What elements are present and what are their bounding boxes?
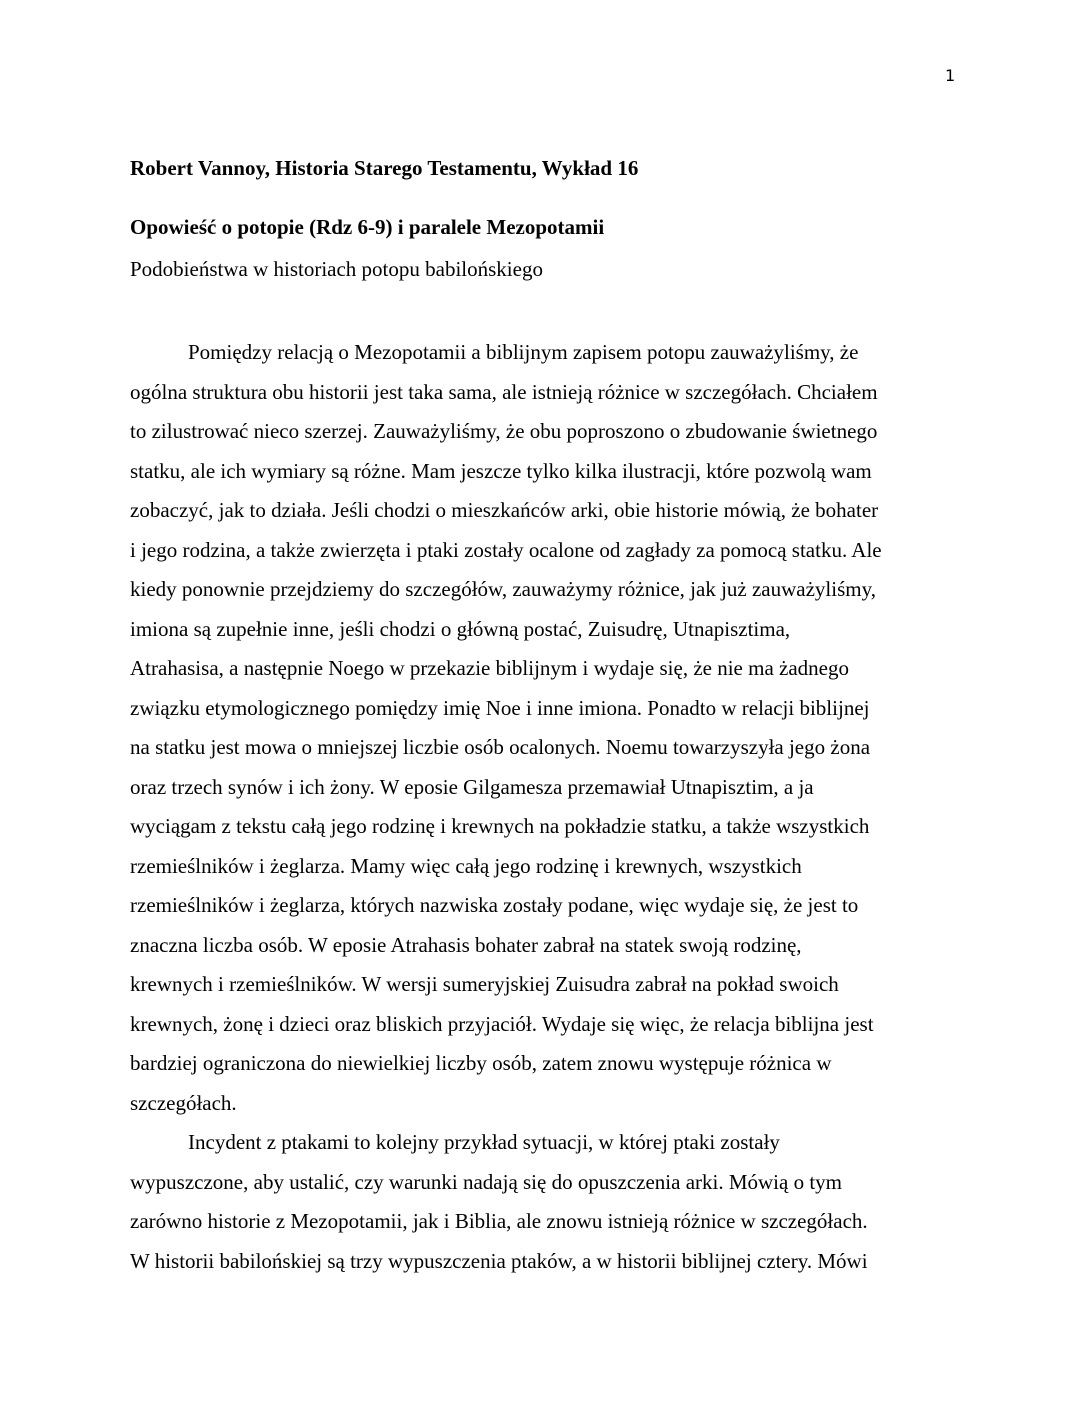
paragraph-line: wypuszczone, aby ustalić, czy warunki nadają się do opuszczenia arki. Mówią o tym xyxy=(130,1169,843,1194)
paragraph-line: krewnych, żonę i dzieci oraz bliskich przyjaciół. Wydaje się więc, że relacja biblijna jest xyxy=(130,1011,874,1036)
paragraph-line: krewnych i rzemieślników. W wersji sumeryjskiej Zuisudra zabrał na pokład swoich xyxy=(130,972,839,996)
paragraph-line: rzemieślników i żeglarza. Mamy więc całą jego rodzinę i krewnych, wszystkich xyxy=(130,853,802,878)
paragraph-line: imiona są zupełnie inne, jeśli chodzi o główną postać, Zuisudrę, Utnapisztima, xyxy=(130,616,791,641)
paragraph-line: rzemieślników i żeglarza, których nazwiska zostały podane, więc wydaje się, że jest to xyxy=(130,893,859,917)
paragraph-line: zarówno historie z Mezopotamii, jak i Biblia, ale znowu istnieją różnice w szczegółach. xyxy=(130,1209,868,1233)
paragraph-line: ogólna struktura obu historii jest taka sama, ale istnieją różnice w szczegółach. Chciałem xyxy=(130,379,878,404)
paragraph-line: wyciągam z tekstu całą jego rodzinę i krewnych na pokładzie statku, a także wszystkich xyxy=(130,814,870,838)
paragraph-line: oraz trzech synów i ich żony. W eposie Gilgamesza przemawiał Utnapisztim, a ja xyxy=(130,774,814,799)
paragraph-line: znaczna liczba osób. W eposie Atrahasis bohater zabrał na statek swoją rodzinę, xyxy=(130,932,802,957)
paragraph-line: bardziej ograniczona do niewielkiej liczby osób, zatem znowu występuje różnica w xyxy=(130,1051,832,1075)
paragraph-line: zobaczyć, jak to działa. Jeśli chodzi o mieszkańców arki, obie historie mówią, że bohater xyxy=(130,498,879,522)
paragraph-line: i jego rodzina, a także zwierzęta i ptaki zostały ocalone od zagłady za pomocą statku. Ale xyxy=(130,537,882,562)
paragraph-line: Incydent z ptakami to kolejny przykład sytuacji, w której ptaki zostały xyxy=(188,1130,780,1154)
section-subtitle: Podobieństwa w historiach potopu babilońskiego xyxy=(130,257,543,281)
paragraph-line: to zilustrować nieco szerzej. Zauważyliśmy, że obu poproszono o zbudowanie świetnego xyxy=(130,419,878,443)
paragraph-line: statku, ale ich wymiary są różne. Mam jeszcze tylko kilka ilustracji, które pozwolą wam xyxy=(130,458,872,483)
body-text xyxy=(130,333,960,1281)
document-title: Robert Vannoy, Historia Starego Testamentu, Wykład 16 xyxy=(130,156,639,180)
paragraph-line: Pomiędzy relacją o Mezopotamii a biblijnym zapisem potopu zauważyliśmy, że xyxy=(188,340,859,364)
page-number: 1 xyxy=(945,66,956,85)
paragraph-line: związku etymologicznego pomiędzy imię Noe i inne imiona. Ponadto w relacji biblijnej xyxy=(130,695,870,720)
paragraph-line: kiedy ponownie przejdziemy do szczegółów, zauważymy różnice, jak już zauważyliśmy, xyxy=(130,577,876,601)
section-title: Opowieść o potopie (Rdz 6-9) i paralele Mezopotamii xyxy=(130,215,605,239)
paragraph-line: na statku jest mowa o mniejszej liczbie osób ocalonych. Noemu towarzyszyła jego żona xyxy=(130,735,871,759)
paragraph-line: Atrahasisa, a następnie Noego w przekazie biblijnym i wydaje się, że nie ma żadnego xyxy=(130,656,849,680)
paragraph-line: W historii babilońskiej są trzy wypuszczenia ptaków, a w historii biblijnej cztery. Mówi xyxy=(130,1248,868,1273)
paragraph-line: szczegółach. xyxy=(130,1090,237,1115)
